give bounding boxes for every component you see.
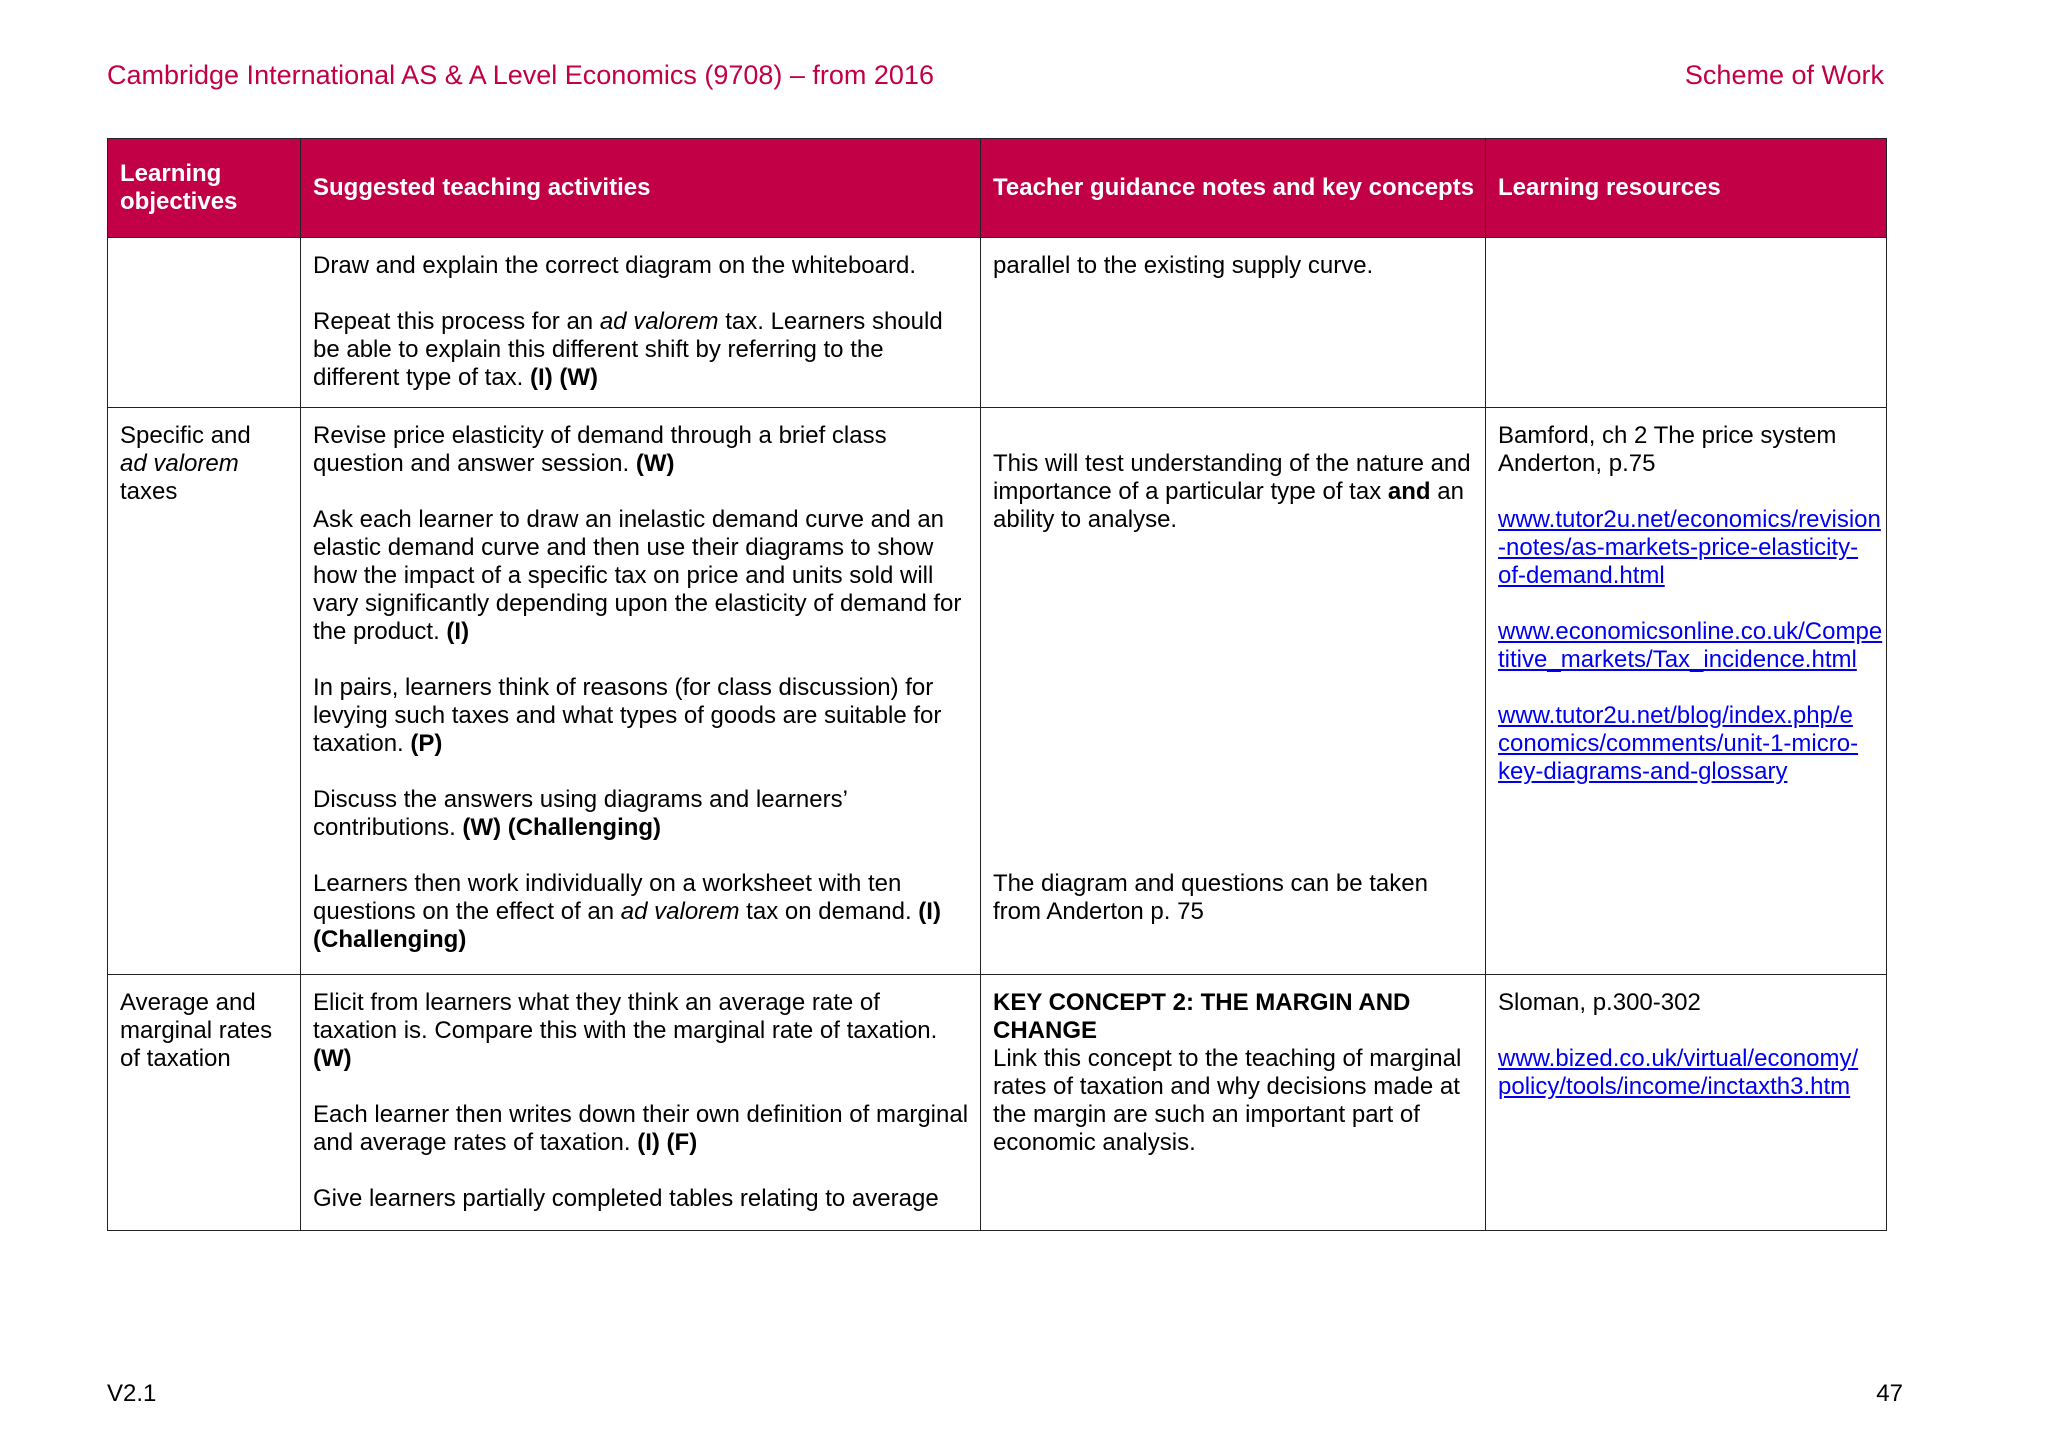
- table-row: [108, 975, 1887, 1231]
- activity-text: Elicit from learners what they think an average rate of taxation is. Compare this with the marginal rate of taxation. (W): [313, 989, 938, 1072]
- guidance-cell: [981, 238, 1486, 408]
- link-line[interactable]: www.bized.co.uk/virtual/economy/: [1498, 1045, 1859, 1072]
- activity-text: Learners then work individually on a worksheet with ten questions on the effect of an ad valorem tax on demand. (I) (Challenging): [313, 870, 941, 953]
- activity-text: Ask each learner to draw an inelastic demand curve and an elastic demand curve and then use their diagrams to show how the impact of a specific tax on price and units sold will vary significantly depending upon the elasticity of demand for the product. (I): [313, 506, 962, 645]
- version-label: V2.1: [107, 1380, 157, 1407]
- column-header-guidance: Teacher guidance notes and key concepts: [981, 139, 1486, 238]
- guidance-text: Link this concept to the teaching of marginal rates of taxation and why decisions made at the margin are such an important part of economic analysis.: [993, 1045, 1462, 1156]
- link-line[interactable]: conomics/comments/unit-1-micro-: [1498, 730, 1859, 757]
- activities-cell: [301, 975, 981, 1231]
- objective-cell: Average and marginal rates of taxation: [108, 975, 301, 1231]
- resource-link-tutor2u-elasticity[interactable]: [1498, 506, 1886, 590]
- guidance-cell: [981, 975, 1486, 1231]
- table-row: [108, 238, 1887, 408]
- key-concept-heading: KEY CONCEPT 2: THE MARGIN AND CHANGE: [993, 989, 1411, 1044]
- link-line[interactable]: of-demand.html: [1498, 562, 1665, 589]
- guidance-text: parallel to the existing supply curve.: [993, 252, 1374, 279]
- page-number: 47: [1876, 1380, 1903, 1407]
- resource-link-bized[interactable]: [1498, 1045, 1886, 1101]
- activity-text: Revise price elasticity of demand through a brief class question and answer session. (W): [313, 422, 887, 477]
- link-line[interactable]: key-diagrams-and-glossary: [1498, 758, 1788, 785]
- link-line[interactable]: policy/tools/income/inctaxth3.htm: [1498, 1073, 1851, 1100]
- activity-text: Discuss the answers using diagrams and learners’ contributions. (W) (Challenging): [313, 786, 848, 841]
- column-header-activities: Suggested teaching activities: [301, 139, 981, 238]
- link-line[interactable]: www.tutor2u.net/blog/index.php/e: [1498, 702, 1853, 729]
- table-row: [108, 408, 1887, 975]
- guidance-text: The diagram and questions can be taken from Anderton p. 75: [993, 870, 1428, 925]
- resource-link-economicsonline[interactable]: [1498, 618, 1886, 674]
- objective-cell: Specific and ad valorem taxes: [108, 408, 301, 975]
- activity-text: Draw and explain the correct diagram on the whiteboard.: [313, 252, 916, 279]
- scheme-of-work-table: [107, 138, 1887, 1231]
- activity-text: Repeat this process for an ad valorem tax. Learners should be able to explain this different shift by referring to the different type of tax. (I) (W): [313, 308, 943, 391]
- resources-cell: [1486, 238, 1887, 408]
- document-title: Cambridge International AS & A Level Economics (9708) – from 2016: [107, 60, 934, 90]
- column-header-resources: Learning resources: [1486, 139, 1887, 238]
- resource-text: Bamford, ch 2 The price system Anderton, p.75: [1498, 422, 1837, 477]
- resources-cell: [1486, 975, 1887, 1231]
- column-header-objectives: Learning objectives: [108, 139, 301, 238]
- guidance-cell: [981, 408, 1486, 975]
- activities-cell: [301, 408, 981, 975]
- activity-text: In pairs, learners think of reasons (for class discussion) for levying such taxes and what types of goods are suitable for taxation. (P): [313, 674, 942, 757]
- document-type: Scheme of Work: [1684, 60, 1884, 90]
- activity-text: Each learner then writes down their own definition of marginal and average rates of taxation. (I) (F): [313, 1101, 969, 1156]
- objective-cell: [108, 238, 301, 408]
- link-line[interactable]: -notes/as-markets-price-elasticity-: [1498, 534, 1859, 561]
- activity-text: Give learners partially completed tables relating to average: [313, 1185, 939, 1212]
- table-header-row: [108, 139, 1887, 238]
- resource-link-tutor2u-blog[interactable]: [1498, 702, 1886, 786]
- link-line[interactable]: www.tutor2u.net/economics/revision: [1498, 506, 1881, 533]
- resource-text: Sloman, p.300-302: [1498, 989, 1701, 1016]
- link-line[interactable]: www.economicsonline.co.uk/Compe: [1498, 618, 1883, 645]
- resources-cell: [1486, 408, 1887, 975]
- link-line[interactable]: titive_markets/Tax_incidence.html: [1498, 646, 1857, 673]
- activities-cell: [301, 238, 981, 408]
- guidance-text: This will test understanding of the nature and importance of a particular type of tax and an ability to analyse.: [993, 450, 1471, 533]
